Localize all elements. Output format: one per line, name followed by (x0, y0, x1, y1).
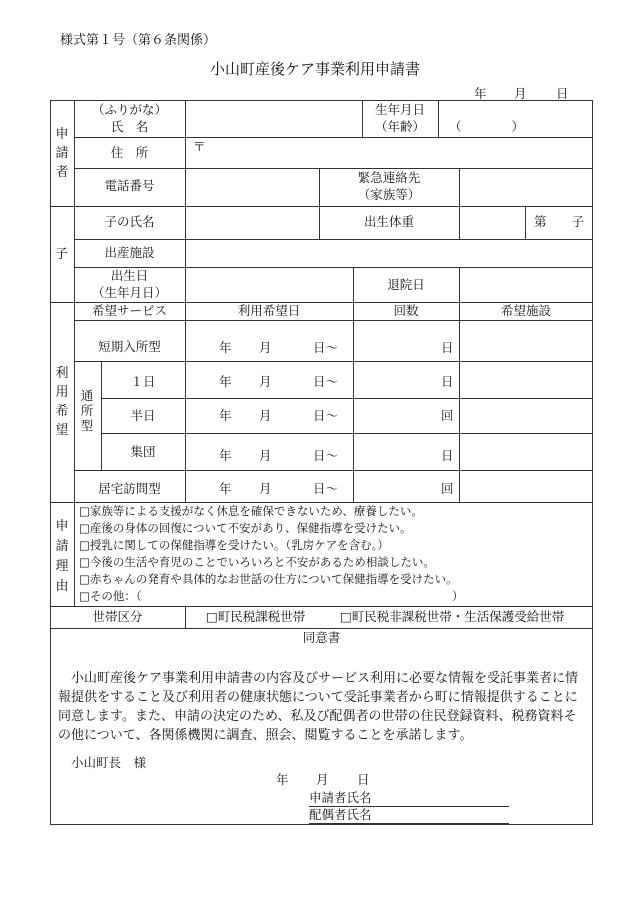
consent-date-day: 日 (357, 772, 370, 787)
age-field[interactable]: （ ） (449, 119, 525, 134)
service-short-stay: 短期入所型 (98, 339, 161, 354)
service-home-visit: 居宅訪問型 (98, 481, 161, 496)
date-year: 年 (219, 340, 232, 355)
reason-checkbox-rest[interactable]: □家族等による支援がなく休息を確保できないため、療養したい。 (79, 504, 423, 518)
row-divider (74, 168, 593, 169)
service-one-day: １日 (130, 374, 156, 389)
date-month: 月 (259, 374, 272, 389)
furigana-label: （ふりがな） (91, 102, 167, 117)
consent-body: 小山町産後ケア事業利用申請書の内容及びサービス利用に必要な情報を受託事業者に情報提供をすること及び利用者の健康状態について受託事業者から町に情報提供することに同意します。また、申請の決定のため、私及び配偶者の世帯の住民登録資料、税務資料その他について、各関係機関に調査、照会、閲覧することを承諾します。 (58, 671, 579, 743)
household-exempt-checkbox[interactable]: □町民税非課税世帯・生活保護受給世帯 (340, 609, 565, 624)
date-header: 利用希望日 (237, 303, 301, 318)
count-unit-times: 回 (441, 408, 454, 423)
form-number: 様式第１号（第６条関係） (60, 33, 217, 48)
col-divider (185, 302, 186, 502)
consent-addressee: 小山町長 様 (71, 755, 147, 770)
birth-facility-label: 出産施設 (104, 245, 155, 260)
date-month: 月 (259, 481, 272, 496)
header-date-year: 年 (474, 86, 487, 101)
count-unit-days: 日 (441, 448, 454, 463)
service-header: 希望サービス (91, 303, 167, 318)
reason-other-close: ） (452, 589, 464, 603)
date-year: 年 (219, 448, 232, 463)
reason-checkbox-baby-care[interactable]: □赤ちゃんの発育や具体的なお世話の仕方について保健指導を受けたい。 (79, 572, 458, 586)
col-divider (459, 302, 460, 502)
reason-checkbox-recovery[interactable]: □産後の身体の回復について不安があり、保健指導を受けたい。 (79, 521, 412, 535)
col-divider (185, 100, 186, 206)
service-half-day: 半日 (130, 408, 156, 423)
child-birth-date-label: 出生日 (110, 268, 149, 283)
row-divider (74, 267, 593, 268)
consent-date-year: 年 (276, 772, 289, 787)
section-divider (50, 502, 593, 503)
consent-title: 同意書 (302, 630, 341, 645)
household-taxed-checkbox[interactable]: □町民税課税世帯 (206, 609, 306, 624)
date-year: 年 (219, 374, 232, 389)
date-month: 月 (259, 340, 272, 355)
date-day-from: 日～ (313, 448, 339, 463)
date-month: 月 (259, 408, 272, 423)
applicant-section-label: 申 請 者 (55, 127, 69, 180)
spouse-signature-field[interactable]: 配偶者氏名 (309, 809, 509, 824)
date-year: 年 (219, 481, 232, 496)
row-divider (74, 137, 593, 138)
address-label: 住 所 (110, 145, 149, 160)
discharge-date-label: 退院日 (387, 277, 425, 292)
row-divider (74, 320, 593, 321)
count-unit-times: 回 (441, 481, 454, 496)
col-divider (438, 100, 439, 137)
reason-section-label: 申 請 理 由 (55, 519, 69, 594)
reason-checkbox-consultation[interactable]: □今後の生活や育児のことでいろいろと不安があるため相談したい。 (79, 555, 435, 569)
date-day-from: 日～ (313, 374, 339, 389)
usage-section-label: 利 用 希 望 (55, 366, 69, 438)
phone-label: 電話番号 (104, 178, 155, 193)
outpatient-type-label: 通 所 型 (80, 388, 94, 433)
date-month: 月 (259, 448, 272, 463)
date-day-from: 日～ (313, 340, 339, 355)
row-divider (101, 398, 593, 399)
row-divider (101, 433, 593, 434)
child-section-label: 子 (55, 247, 69, 262)
col-divider (185, 206, 186, 302)
birth-weight-label: 出生体重 (363, 214, 414, 229)
header-date-month: 月 (514, 86, 527, 101)
date-day-from: 日～ (313, 408, 339, 423)
birth-date-label: 生年月日 (374, 102, 425, 117)
count-header: 回数 (393, 303, 419, 318)
emergency-contact-sub: （家族等） (357, 187, 421, 202)
emergency-contact-label: 緊急連絡先 (357, 170, 421, 185)
consent-date-month: 月 (316, 772, 329, 787)
reason-checkbox-breastfeeding[interactable]: □授乳に関しての保健指導を受けたい。（乳房ケアを含む。） (79, 538, 389, 552)
service-group: 集団 (130, 444, 156, 459)
row-divider (74, 361, 593, 362)
applicant-name-label: 氏 名 (110, 119, 149, 134)
date-year: 年 (219, 408, 232, 423)
section-divider (50, 628, 593, 629)
household-label: 世帯区分 (92, 609, 143, 624)
count-unit-days: 日 (441, 340, 454, 355)
col-divider (459, 206, 460, 239)
col-divider (459, 168, 460, 206)
section-divider (50, 606, 593, 607)
col-divider (459, 267, 460, 302)
postal-mark: 〒 (193, 139, 206, 154)
col-divider (353, 302, 354, 502)
birth-order-label: 第 子 (533, 214, 584, 229)
facility-header: 希望施設 (500, 303, 551, 318)
date-day-from: 日～ (313, 481, 339, 496)
child-name-label: 子の氏名 (104, 214, 155, 229)
col-divider (185, 606, 186, 628)
child-birth-date-sub: （生年月日） (91, 285, 167, 300)
header-date-day: 日 (556, 86, 569, 101)
reason-checkbox-other[interactable]: □その他：（ (79, 589, 142, 603)
section-divider (50, 206, 593, 207)
applicant-signature-field[interactable]: 申請者氏名 (309, 792, 509, 807)
age-label: （年齢） (374, 119, 425, 134)
document-title: 小山町産後ケア事業利用申請書 (209, 60, 420, 78)
row-divider (74, 239, 593, 240)
count-unit-days: 日 (441, 374, 454, 389)
row-divider (74, 470, 593, 471)
